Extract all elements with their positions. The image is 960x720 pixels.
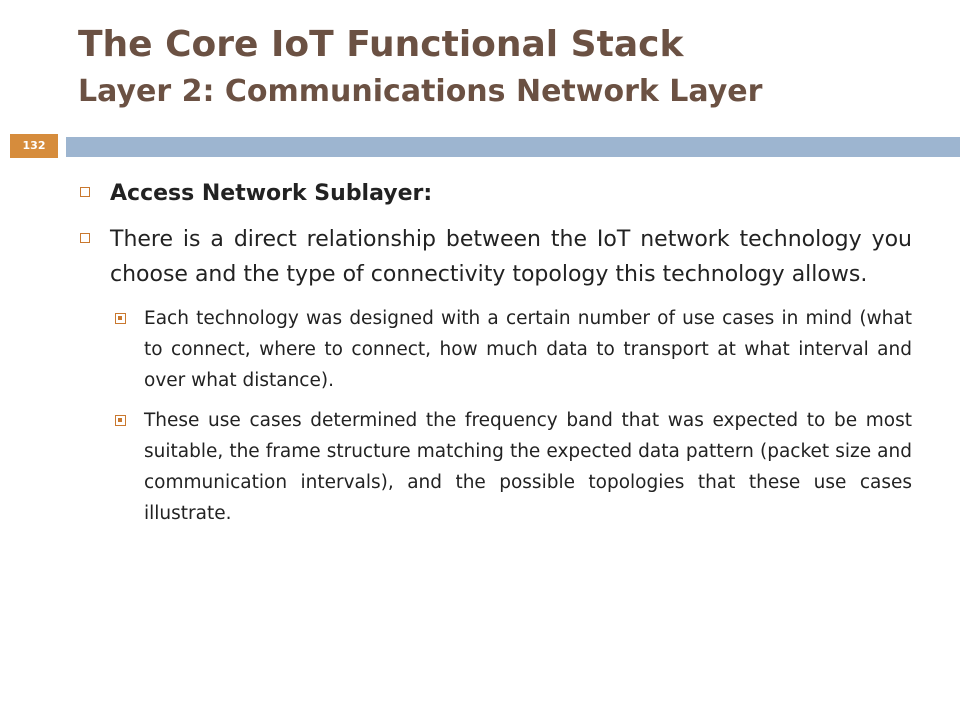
sub-bullet-frequency-band xyxy=(78,405,912,529)
slide-number-badge: 132 xyxy=(10,134,58,158)
sub-bullet-text: These use cases determined the frequency band that was expected to be most suitable, the frame structure matching the expected data pattern (packet size and communication intervals), and the possible topologies that these use cases illustrate. xyxy=(144,410,912,524)
filled-square-bullet-icon xyxy=(115,415,126,426)
slide-title-subtitle: Layer 2: Communications Network Layer xyxy=(78,74,763,109)
bullet-access-network-sublayer xyxy=(78,176,912,211)
sub-bullet-text: Each technology was designed with a certain number of use cases in mind (what to connect, where to connect, how much data to transport at what interval and over what distance). xyxy=(144,308,912,391)
slide-title-main: The Core IoT Functional Stack xyxy=(78,24,684,65)
bullet-text: There is a direct relationship between the IoT network technology you choose and the type of connectivity topology this technology allows. xyxy=(110,227,912,287)
filled-square-bullet-icon xyxy=(115,313,126,324)
slide-title xyxy=(78,20,938,114)
bullet-text: Access Network Sublayer: xyxy=(110,181,433,206)
bullet-direct-relationship xyxy=(78,222,912,292)
title-divider-bar xyxy=(66,137,960,157)
square-bullet-icon xyxy=(80,233,90,243)
sub-bullet-use-cases xyxy=(78,303,912,396)
slide-content xyxy=(78,176,912,538)
square-bullet-icon xyxy=(80,187,90,197)
